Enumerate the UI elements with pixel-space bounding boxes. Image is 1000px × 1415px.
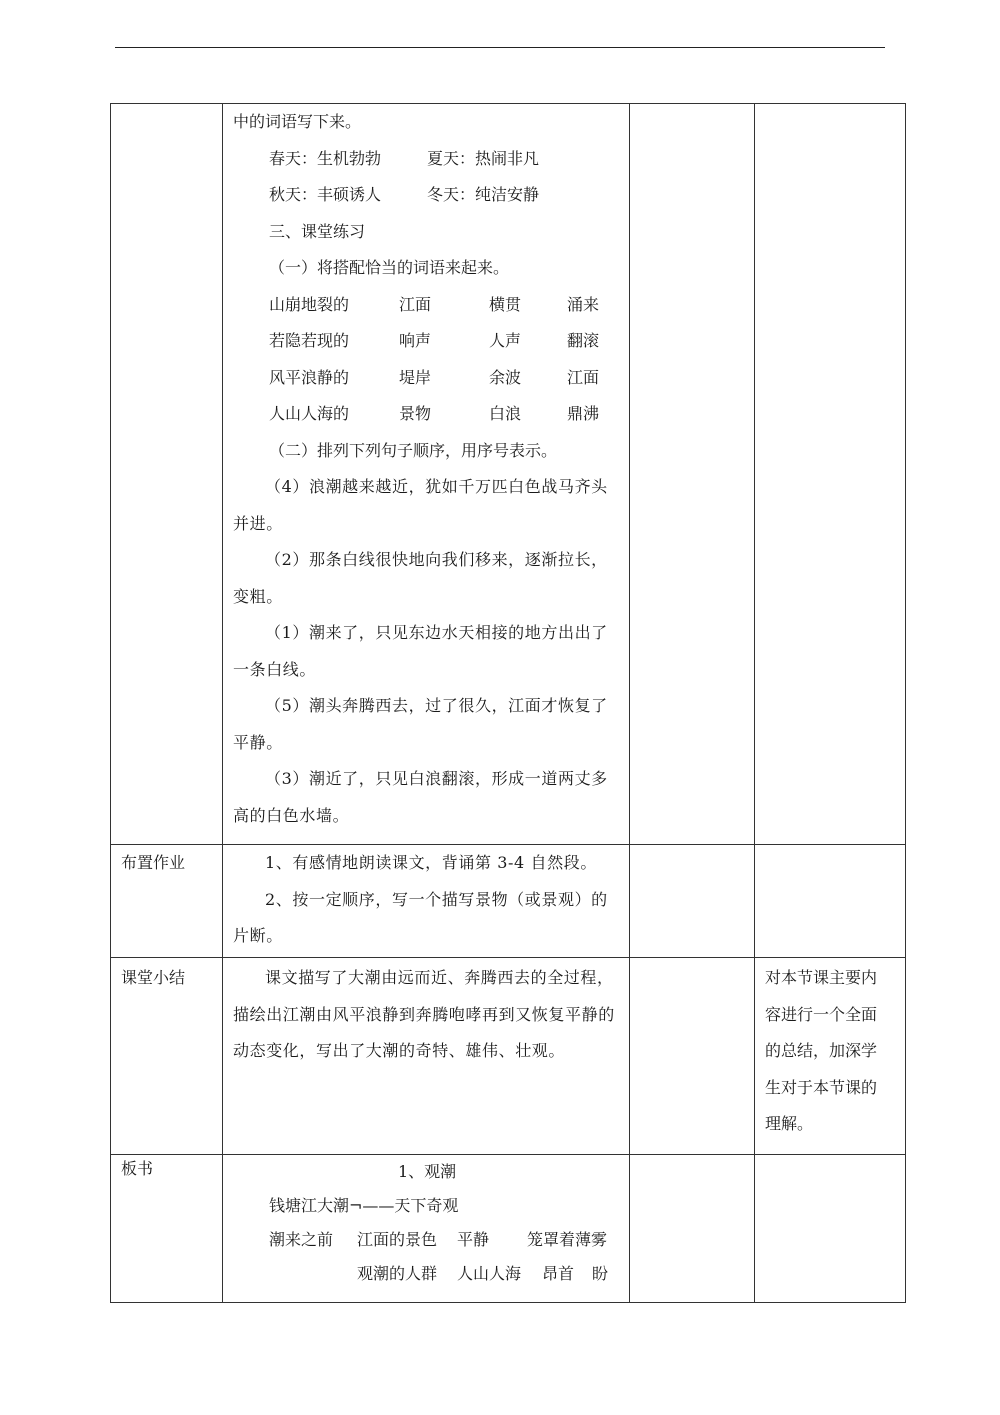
match-word: 白浪 bbox=[489, 404, 522, 423]
match-word: 翻滚 bbox=[567, 331, 600, 350]
board-word: 江面的景色 bbox=[357, 1230, 438, 1249]
match-word: 若隐若现的 bbox=[269, 331, 350, 350]
summary-text: 课文描写了大潮由远而近、奔腾西去的全过程，描绘出江潮由风平浪静到奔腾咆哮再到又恢复平静的动态变化，写出了大潮的奇特、雄伟、壮观。 bbox=[233, 968, 615, 1060]
lesson-plan-table bbox=[110, 103, 906, 1303]
board-word: 平静 bbox=[457, 1230, 490, 1249]
text-line: 中的词语写下来。 bbox=[233, 112, 362, 131]
match-row bbox=[233, 396, 621, 433]
exercise-title: （二）排列下列句子顺序，用序号表示。 bbox=[269, 440, 558, 460]
match-word: 人声 bbox=[489, 331, 522, 350]
table-row bbox=[111, 104, 906, 845]
board-word: 昂首 bbox=[542, 1264, 575, 1283]
section-heading: 三、课堂练习 bbox=[269, 221, 366, 241]
season-word: 冬天：纯洁安静 bbox=[427, 185, 540, 204]
match-row bbox=[233, 287, 621, 324]
row-label: 课堂小结 bbox=[111, 958, 223, 1155]
summary-cell bbox=[223, 958, 630, 1155]
season-word: 夏天：热闹非凡 bbox=[427, 148, 540, 168]
match-word: 堤岸 bbox=[399, 367, 432, 387]
match-word: 涌来 bbox=[567, 294, 600, 314]
note-line: 理解。 bbox=[765, 1114, 814, 1133]
empty-cell bbox=[630, 104, 755, 845]
match-word: 横贯 bbox=[489, 294, 522, 314]
match-word: 人山人海的 bbox=[269, 404, 350, 423]
row-label: 布置作业 bbox=[111, 845, 223, 958]
board-title: 1、观潮 bbox=[398, 1162, 457, 1181]
season-row bbox=[233, 177, 621, 214]
match-word: 江面 bbox=[567, 367, 600, 387]
match-word: 江面 bbox=[399, 294, 432, 314]
board-word: 笼罩着薄雾 bbox=[527, 1230, 608, 1249]
note-line: 的总结，加深学 bbox=[765, 1041, 878, 1060]
match-word: 风平浪静的 bbox=[269, 367, 350, 387]
match-word: 山崩地裂的 bbox=[269, 294, 350, 314]
row-label-empty bbox=[111, 104, 223, 845]
season-row bbox=[233, 141, 621, 178]
board-line bbox=[233, 1257, 621, 1291]
board-cell bbox=[223, 1155, 630, 1303]
empty-cell bbox=[755, 1155, 906, 1303]
exercise-title: （一）将搭配恰当的词语来起来。 bbox=[269, 258, 510, 277]
ordering-sentence: （4）浪潮越来越近，犹如千万匹白色战马齐头并进。 bbox=[233, 477, 608, 533]
note-line: 容进行一个全面 bbox=[765, 1004, 878, 1024]
empty-cell bbox=[630, 958, 755, 1155]
table-row bbox=[111, 1155, 906, 1303]
match-row bbox=[233, 323, 621, 360]
table-row bbox=[111, 845, 906, 958]
table-row bbox=[111, 958, 906, 1155]
board-word: 盼 bbox=[592, 1264, 609, 1283]
ordering-sentence: （1）潮来了，只见东边水天相接的地方出出了一条白线。 bbox=[233, 623, 608, 679]
ordering-sentence: （3）潮近了，只见白浪翻滚，形成一道两丈多高的白色水墙。 bbox=[233, 769, 608, 825]
match-row bbox=[233, 360, 621, 397]
match-word: 景物 bbox=[399, 404, 432, 423]
row-label: 板书 bbox=[111, 1155, 223, 1303]
ordering-sentence: （5）潮头奔腾西去，过了很久，江面才恢复了平静。 bbox=[233, 696, 608, 752]
season-word: 秋天：丰硕诱人 bbox=[269, 185, 382, 204]
homework-item: 2、按一定顺序，写一个描写景物（或景观）的片断。 bbox=[233, 889, 608, 945]
board-line bbox=[233, 1223, 621, 1257]
empty-cell bbox=[630, 1155, 755, 1303]
header-rule bbox=[115, 47, 885, 48]
match-word: 响声 bbox=[399, 331, 432, 350]
board-line: 钱塘江大潮¬——天下奇观 bbox=[269, 1196, 459, 1215]
match-word: 余波 bbox=[489, 367, 522, 387]
note-line: 对本节课主要内 bbox=[765, 968, 878, 987]
design-note-cell bbox=[755, 958, 906, 1155]
board-word: 人山人海 bbox=[457, 1264, 522, 1283]
empty-cell bbox=[755, 845, 906, 958]
ordering-sentence: （2）那条白线很快地向我们移来，逐渐拉长，变粗。 bbox=[233, 550, 608, 606]
match-word: 鼎沸 bbox=[567, 404, 600, 423]
homework-item: 1、有感情地朗读课文，背诵第 3-4 自然段。 bbox=[265, 853, 597, 872]
board-word: 观潮的人群 bbox=[357, 1264, 438, 1283]
homework-cell bbox=[223, 845, 630, 958]
season-word: 春天：生机勃勃 bbox=[269, 148, 382, 168]
board-word: 潮来之前 bbox=[269, 1230, 334, 1249]
empty-cell bbox=[630, 845, 755, 958]
empty-cell bbox=[755, 104, 906, 845]
content-cell bbox=[223, 104, 630, 845]
note-line: 生对于本节课的 bbox=[765, 1077, 878, 1097]
